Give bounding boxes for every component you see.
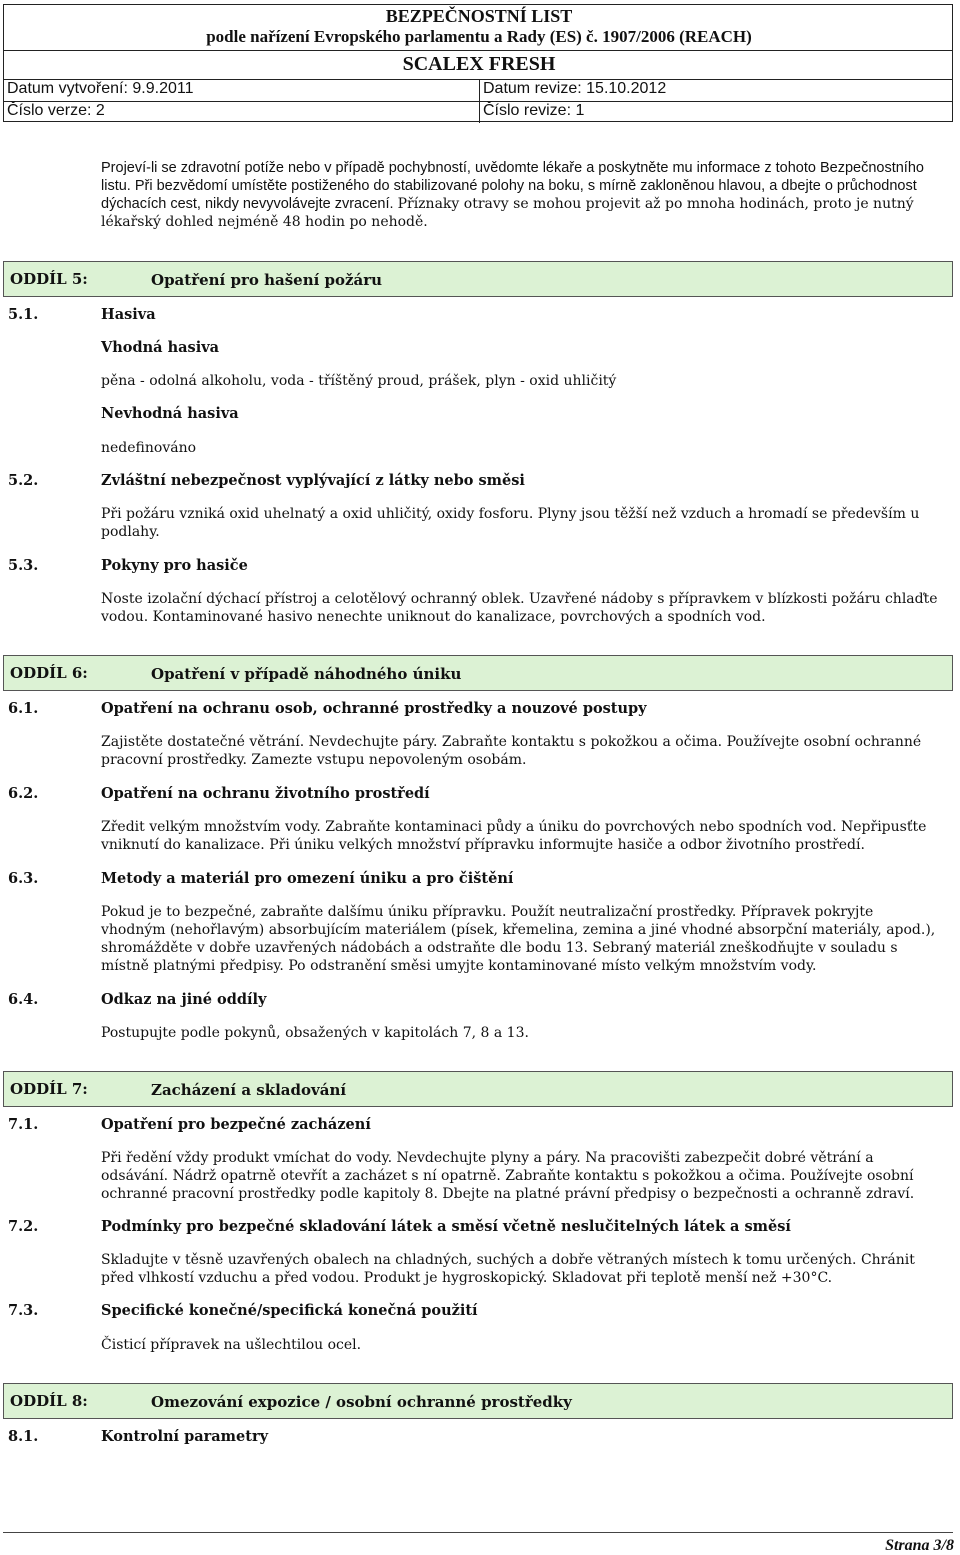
subsection-title: Opatření na ochranu osob, ochranné prostředky a nouzové postupy bbox=[101, 700, 647, 717]
subsection-number: 5.3. bbox=[8, 557, 39, 574]
paragraph: Noste izolační dýchací přístroj a celotělový ochranný oblek. Uzavřené nádoby s přípravkem v blízkosti požáru chlaďte vodou. Kontaminované hasivo nenechte uniknout do kanalizace, povrchových a spodních vod. bbox=[101, 591, 938, 625]
created-date: Datum vytvoření: 9.9.2011 bbox=[7, 80, 194, 97]
subsection-number: 6.1. bbox=[8, 700, 39, 717]
section-7-header bbox=[3, 1071, 953, 1107]
subsection-number: 8.1. bbox=[8, 1428, 39, 1445]
paragraph: Zředit velkým množstvím vody. Zabraňte kontaminaci půdy a úniku do povrchových nebo spodních vod. Nepřipusťte vniknutí do kanalizace. Při úniku velkých množství přípravku informujte hasiče a odbor životního prostředí. bbox=[101, 819, 927, 853]
page-number: Strana 3/8 bbox=[885, 1537, 954, 1554]
paragraph: pěna - odolná alkoholu, voda - tříštěný proud, prášek, plyn - oxid uhličitý bbox=[101, 373, 617, 389]
paragraph: Při ředění vždy produkt vmíchat do vody. Nevdechujte plyny a páry. Na pracovišti zabezpečit dobré větrání a odsávání. Nádrž opatrně otevřít a zacházet s ní opatrně. Zabraňte kontaktu s pokožkou a očima. Používejte osobní ochranné pracovní prostředky podle kapitoly 8. Dbejte na platné právní předpisy o bezpečnosti a ochranně zdraví. bbox=[101, 1150, 915, 1202]
subheading: Nevhodná hasiva bbox=[101, 405, 239, 422]
document-title: BEZPEČNOSTNÍ LIST bbox=[385, 6, 573, 26]
document-header bbox=[3, 4, 953, 122]
product-name: SCALEX FRESH bbox=[402, 53, 556, 75]
subsection-title: Podmínky pro bezpečné skladování látek a směsí včetně neslučitelných látek a směsí bbox=[101, 1218, 791, 1235]
subsection-title: Kontrolní parametry bbox=[101, 1428, 269, 1445]
subsection-number: 7.3. bbox=[8, 1302, 39, 1319]
paragraph: Postupujte podle pokynů, obsažených v kapitolách 7, 8 a 13. bbox=[101, 1025, 529, 1041]
subsection-title: Specifické konečné/specifická konečná použití bbox=[101, 1302, 478, 1319]
subsection-title: Odkaz na jiné oddíly bbox=[101, 991, 267, 1008]
subsection-number: 6.3. bbox=[8, 870, 39, 887]
subsection-number: 5.1. bbox=[8, 306, 39, 323]
intro-text: Projeví-li se zdravotní potíže nebo v případě pochybností, uvědomte lékaře a poskytněte mu informace z tohoto Bezpečnostního listu. Při bezvědomí umístěte postiženého do stabilizované polohy na boku, s mírně zakloněnou hlavou, a dbejte o průchodnost dýchacích cest, nikdy nevyvolávejte zvracení. bbox=[101, 160, 924, 212]
intro-paragraph bbox=[101, 159, 931, 231]
subsection-title: Metody a materiál pro omezení úniku a pro čištění bbox=[101, 870, 514, 887]
subsection-number: 6.4. bbox=[8, 991, 39, 1008]
section-number: ODDÍL 5: bbox=[10, 270, 88, 288]
version-number: Číslo verze: 2 bbox=[7, 102, 105, 119]
footer-divider bbox=[3, 1532, 953, 1533]
revision-number: Číslo revize: 1 bbox=[483, 102, 585, 119]
section-number: ODDÍL 7: bbox=[10, 1080, 88, 1098]
subsection-number: 7.2. bbox=[8, 1218, 39, 1235]
intro-text-2: Příznaky otravy se mohou projevit až po mnoha hodinách, proto je nutný lékařský dohled nejméně 48 hodin po nehodě. bbox=[101, 196, 914, 230]
revision-date: Datum revize: 15.10.2012 bbox=[483, 80, 667, 97]
subsection-title: Opatření na ochranu životního prostředí bbox=[101, 785, 430, 802]
section-title: Zacházení a skladování bbox=[151, 1081, 347, 1099]
section-number: ODDÍL 8: bbox=[10, 1392, 88, 1410]
subsection-number: 6.2. bbox=[8, 785, 39, 802]
header-divider bbox=[4, 101, 952, 102]
paragraph: nedefinováno bbox=[101, 440, 197, 456]
paragraph: Skladujte v těsně uzavřených obalech na chladných, suchých a dobře větraných místech k tomu určených. Chránit před vlhkostí vzduchu a před vodou. Produkt je hygroskopický. Skladovat při teplotě menší než +30°C. bbox=[101, 1252, 915, 1286]
subsection-title: Hasiva bbox=[101, 306, 156, 323]
subsection-title: Zvláštní nebezpečnost vyplývající z látky nebo směsi bbox=[101, 472, 525, 489]
section-5-header bbox=[3, 261, 953, 297]
section-title: Opatření pro hašení požáru bbox=[151, 271, 383, 289]
subsection-number: 7.1. bbox=[8, 1116, 39, 1133]
paragraph: Při požáru vzniká oxid uhelnatý a oxid uhličitý, oxidy fosforu. Plyny jsou těžší než vzduch a hromadí se především u podlahy. bbox=[101, 506, 920, 540]
header-divider bbox=[4, 50, 952, 51]
subsection-title: Pokyny pro hasiče bbox=[101, 557, 248, 574]
section-number: ODDÍL 6: bbox=[10, 664, 88, 682]
subsection-title: Opatření pro bezpečné zacházení bbox=[101, 1116, 371, 1133]
section-title: Opatření v případě náhodného úniku bbox=[151, 665, 462, 683]
subheading: Vhodná hasiva bbox=[101, 339, 220, 356]
section-title: Omezování expozice / osobní ochranné prostředky bbox=[151, 1393, 572, 1411]
section-8-header bbox=[3, 1383, 953, 1419]
document-subtitle: podle nařízení Evropského parlamentu a Rady (ES) č. 1907/2006 (REACH) bbox=[206, 27, 752, 46]
paragraph: Zajistěte dostatečné větrání. Nevdechujte páry. Zabraňte kontaktu s pokožkou a očima. Používejte osobní ochranné pracovní prostředky. Zamezte vstupu nepovoleným osobám. bbox=[101, 734, 922, 768]
paragraph: Pokud je to bezpečné, zabraňte dalšímu úniku přípravku. Použít neutralizační prostředky. Přípravek pokryjte vhodným (nehořlavým) absorbujícím materiálem (písek, křemelina, zemina a jiné vhodné absorpční materiály, apod.), shromážděte v dobře uzavřených nádobách a odstraňte dle bodu 13. Sebraný materiál zneškodňujte v souladu s místně platnými předpisy. Po odstranění směsi umyjte kontaminované místo velkým množstvím vody. bbox=[101, 904, 936, 974]
subsection-number: 5.2. bbox=[8, 472, 39, 489]
paragraph: Čisticí přípravek na ušlechtilou ocel. bbox=[101, 1337, 362, 1353]
section-6-header bbox=[3, 655, 953, 691]
